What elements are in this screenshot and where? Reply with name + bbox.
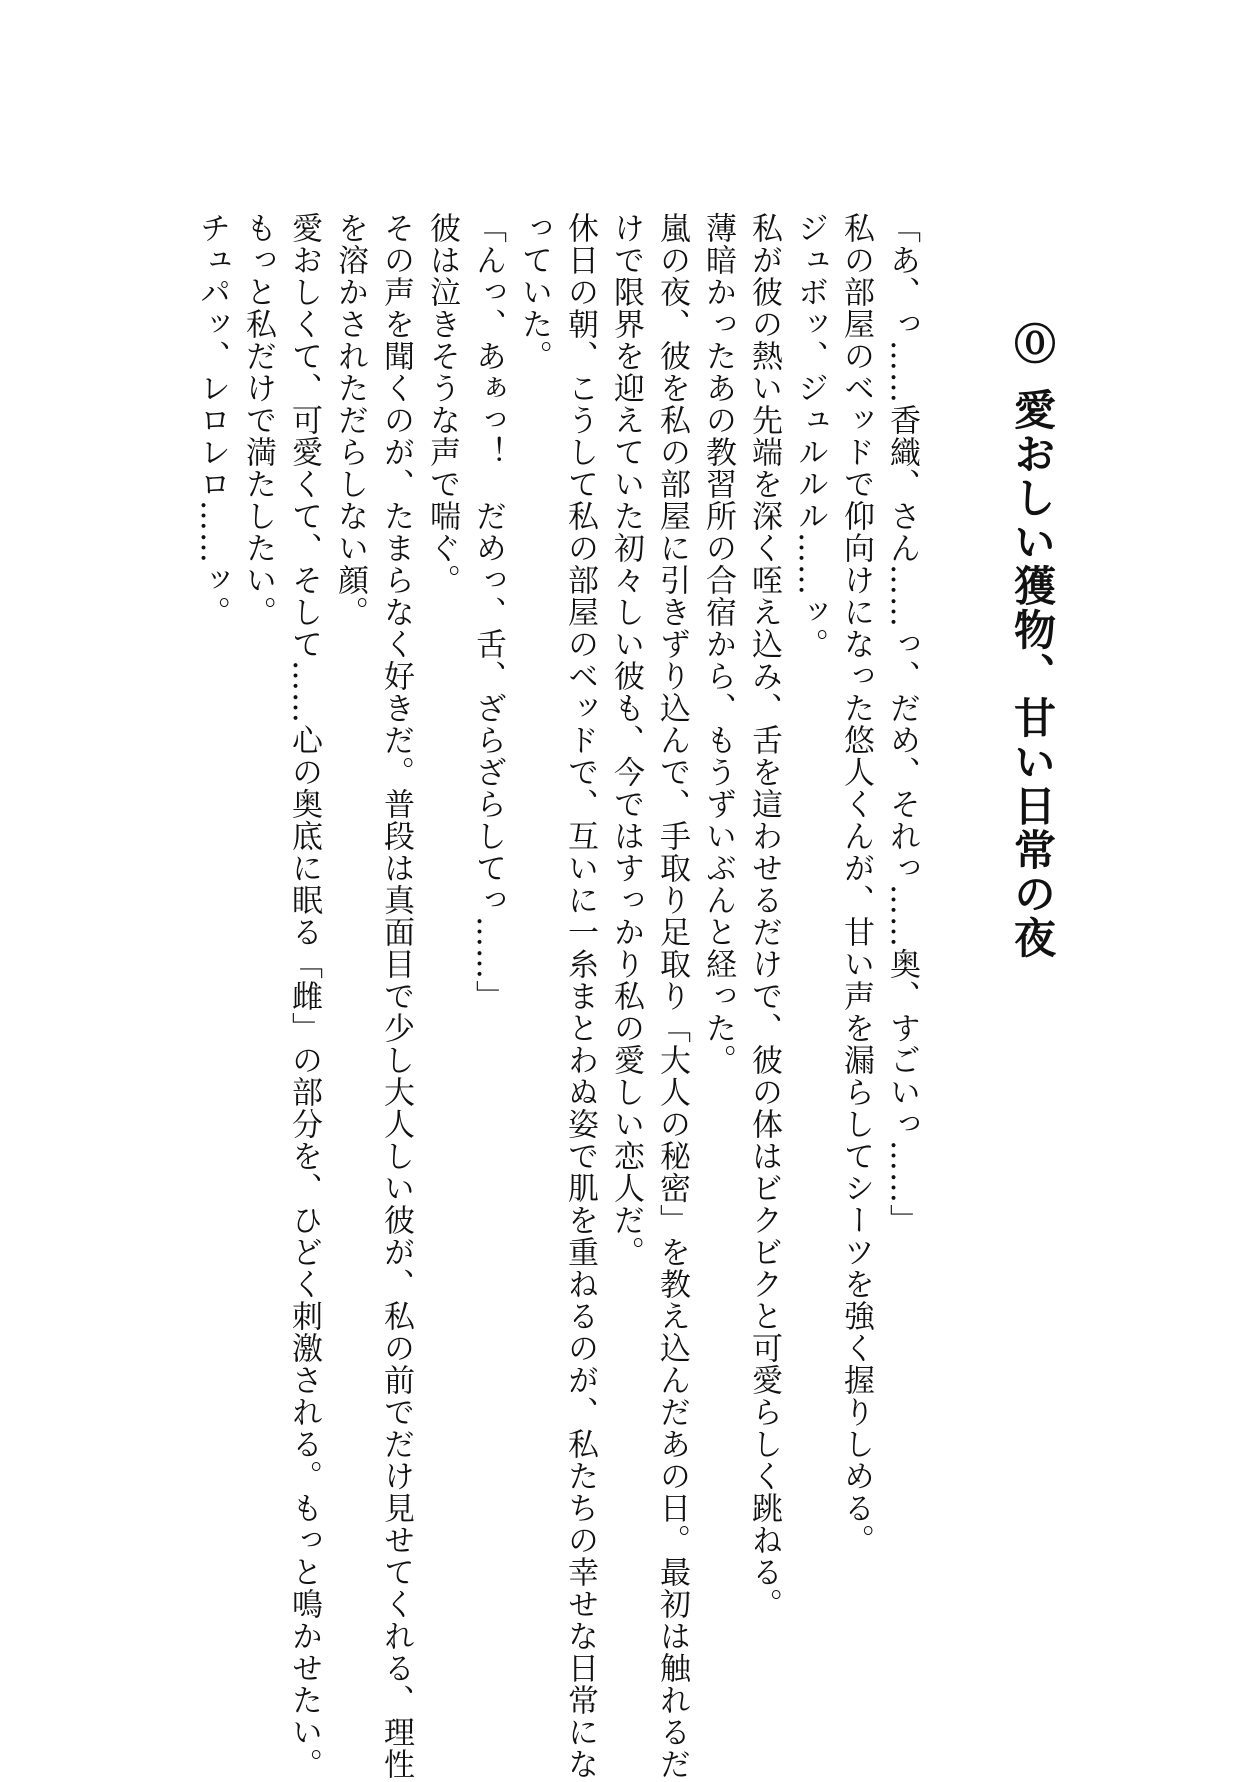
body-text <box>189 212 925 1782</box>
paragraph: 休日の朝、こうして私の部屋のベッドで、互いに一糸まとわぬ姿で肌を重ねるのが、私たちの幸せな日常になっていた。 <box>516 212 598 1780</box>
paragraph: 嵐の夜、彼を私の部屋に引きずり込んで、手取り足取り「大人の秘密」を教え込んだあの日。最初は触れるだけで限界を迎えていた初々しい彼も、今ではすっかり私の愛しい恋人だ。 <box>608 212 690 1780</box>
paragraph: 薄暗かったあの教習所の合宿から、もうずいぶんと経った。 <box>700 212 736 1076</box>
paragraph: チュパッ、レロレロ……ッ。 <box>194 212 230 628</box>
paragraph: 私の部屋のベッドで仰向けになった悠人くんが、甘い声を漏らしてシーツを強く握りしめる。 <box>838 212 874 1556</box>
paragraph: 私が彼の熱い先端を深く咥え込み、舌を這わせるだけで、彼の体はビクビクと可愛らしく跳ねる。 <box>746 212 782 1620</box>
chapter-number: ⓪ <box>1008 322 1057 366</box>
paragraph: 彼は泣きそうな声で喘ぐ。 <box>424 212 460 596</box>
paragraph: 愛おしくて、可愛くて、そして……心の奥底に眠る「雌」の部分を、ひどく刺激される。もっと鳴かせたい。もっと私だけで満たしたい。 <box>240 212 322 1780</box>
chapter-heading <box>1008 322 1056 960</box>
paragraph: 「あ、っ……香織、さん……っ、だめ、それっ……奥、すごいっ……」 <box>884 212 920 1236</box>
paragraph: ジュボッ、ジュルルル……ッ。 <box>792 212 828 660</box>
chapter-title: 愛おしい獲物、甘い日常の夜 <box>1008 388 1057 960</box>
paragraph: その声を聞くのが、たまらなく好きだ。普段は真面目で少し大人しい彼が、私の前でだけ見せてくれる、理性を溶かされただらしない顔。 <box>332 212 414 1780</box>
paragraph: 「んっ、あぁっ！ だめっ、舌、ざらざらしてっ……」 <box>470 212 506 1012</box>
